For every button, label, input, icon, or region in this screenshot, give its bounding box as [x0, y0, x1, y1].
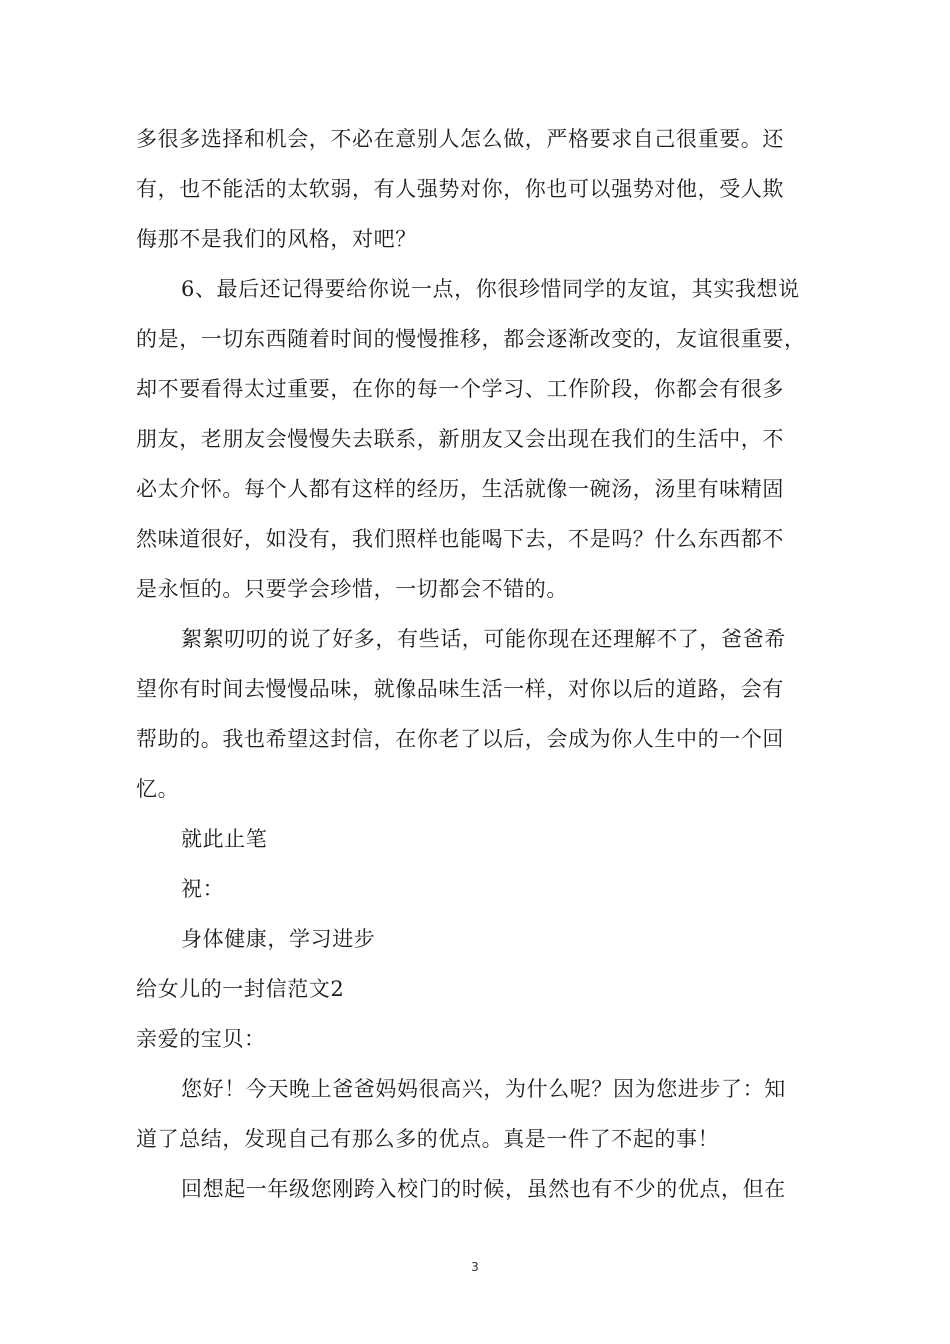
text-line: 朋友，老朋友会慢慢失去联系，新朋友又会出现在我们的生活中，不 — [136, 427, 784, 451]
text-line: 就此止笔 — [181, 827, 268, 851]
page-number: 3 — [471, 1260, 479, 1274]
text-line: 絮絮叨叨的说了好多，有些话，可能你现在还理解不了，爸爸希 — [181, 627, 786, 651]
text-line: 的是，一切东西随着时间的慢慢推移，都会逐渐改变的，友谊很重要， — [136, 327, 806, 351]
text-line: 侮那不是我们的风格，对吧？ — [136, 227, 417, 251]
text-line: 身体健康，学习进步 — [181, 927, 376, 951]
text-line: 6、最后还记得要给你说一点，你很珍惜同学的友谊，其实我想说 — [181, 277, 800, 301]
text-line: 多很多选择和机会，不必在意别人怎么做，严格要求自己很重要。还 — [136, 127, 784, 151]
text-line: 然味道很好，如没有，我们照样也能喝下去，不是吗？什么东西都不 — [136, 527, 784, 551]
text-line: 忆。 — [136, 777, 180, 801]
text-line: 是永恒的。只要学会珍惜，一切都会不错的。 — [136, 577, 568, 601]
text-line: 有，也不能活的太软弱，有人强势对你，你也可以强势对他，受人欺 — [136, 177, 784, 201]
text-line: 道了总结，发现自己有那么多的优点。真是一件了不起的事！ — [136, 1127, 720, 1151]
text-line: 祝： — [181, 877, 225, 901]
text-line: 回想起一年级您刚跨入校门的时候，虽然也有不少的优点，但在 — [181, 1177, 786, 1201]
text-line: 必太介怀。每个人都有这样的经历，生活就像一碗汤，汤里有味精固 — [136, 477, 784, 501]
section-heading: 给女儿的一封信范文2 — [136, 977, 345, 1001]
text-line: 您好！今天晚上爸爸妈妈很高兴，为什么呢？因为您进步了：知 — [181, 1077, 786, 1101]
text-line: 帮助的。我也希望这封信，在你老了以后，会成为你人生中的一个回 — [136, 727, 784, 751]
text-line: 望你有时间去慢慢品味，就像品味生活一样，对你以后的道路，会有 — [136, 677, 784, 701]
body-text — [136, 114, 826, 1214]
salutation: 亲爱的宝贝： — [136, 1027, 266, 1051]
text-line: 却不要看得太过重要，在你的每一个学习、工作阶段，你都会有很多 — [136, 377, 784, 401]
